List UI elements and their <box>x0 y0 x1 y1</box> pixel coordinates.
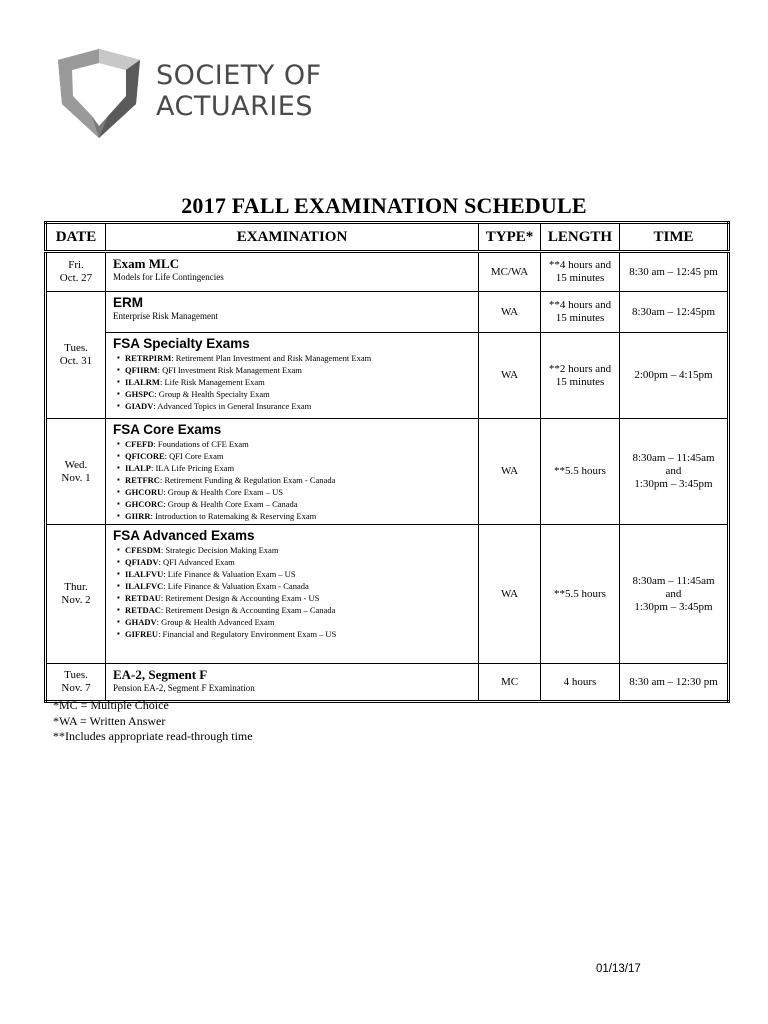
type-cell: WA <box>479 333 541 419</box>
list-item: ▪ GIFREU: Financial and Regulatory Environment Exam – US <box>113 628 472 640</box>
exam-subtitle: Pension EA-2, Segment F Examination <box>113 683 255 693</box>
table-header-row <box>46 223 729 252</box>
list-item: ▪ CFEFD: Foundations of CFE Exam <box>113 438 472 450</box>
list-item: ▪ RETRPIRM: Retirement Plan Investment and Risk Management Exam <box>113 352 472 364</box>
exam-title: EA-2, Segment F <box>113 667 208 682</box>
header-date: DATE <box>46 223 106 252</box>
list-item: ▪ RETFRC: Retirement Funding & Regulation Exam - Canada <box>113 474 472 486</box>
list-item: ▪ CFESDM: Strategic Decision Making Exam <box>113 544 472 556</box>
exam-schedule-table <box>44 221 730 703</box>
list-item: ▪ GIIRR: Introduction to Ratemaking & Reserving Exam <box>113 510 472 522</box>
table-row <box>46 333 729 419</box>
exam-list <box>113 544 472 640</box>
list-item: ▪ GHSPC: Group & Health Specialty Exam <box>113 388 472 400</box>
table-row <box>46 252 729 292</box>
time-cell: 2:00pm – 4:15pm <box>620 333 729 419</box>
date-cell: Tues. Oct. 31 <box>46 292 106 419</box>
length-cell: **5.5 hours <box>541 525 620 664</box>
length-cell: 4 hours <box>541 664 620 702</box>
time-cell: 8:30 am – 12:30 pm <box>620 664 729 702</box>
list-item: ▪ GIADV: Advanced Topics in General Insurance Exam <box>113 400 472 412</box>
length-cell: **5.5 hours <box>541 419 620 525</box>
exam-cell <box>106 252 479 292</box>
exam-list <box>113 352 472 412</box>
exam-title: FSA Specialty Exams <box>113 336 250 351</box>
list-item: ▪ ILALFVC: Life Finance & Valuation Exam - Canada <box>113 580 472 592</box>
header-type: TYPE* <box>479 223 541 252</box>
exam-title: Exam MLC <box>113 256 180 271</box>
exam-title: ERM <box>113 295 143 310</box>
length-cell: **4 hours and 15 minutes <box>541 292 620 333</box>
org-name-line1: SOCIETY OF <box>156 60 322 91</box>
date-cell: Fri. Oct. 27 <box>46 252 106 292</box>
exam-cell <box>106 419 479 525</box>
document-date: 01/13/17 <box>596 963 641 975</box>
footnote-wa: *WA = Written Answer <box>53 713 166 728</box>
footnote-mc: *MC = Multiple Choice <box>53 698 169 712</box>
exam-list <box>113 438 472 522</box>
list-item: ▪ GHADV: Group & Health Advanced Exam <box>113 616 472 628</box>
type-cell: WA <box>479 292 541 333</box>
table-row <box>46 664 729 702</box>
exam-title: FSA Advanced Exams <box>113 528 255 543</box>
date-cell: Thur. Nov. 2 <box>46 525 106 664</box>
length-cell: **2 hours and 15 minutes <box>541 333 620 419</box>
time-cell: 8:30am – 11:45am and 1:30pm – 3:45pm <box>620 419 729 525</box>
list-item: ▪ ILALP: ILA Life Pricing Exam <box>113 462 472 474</box>
time-cell: 8:30am – 12:45pm <box>620 292 729 333</box>
list-item: ▪ GHCORC: Group & Health Core Exam – Canada <box>113 498 472 510</box>
time-cell: 8:30am – 11:45am and 1:30pm – 3:45pm <box>620 525 729 664</box>
list-item: ▪ ILALRM: Life Risk Management Exam <box>113 376 472 388</box>
footnotes <box>53 698 253 745</box>
list-item: ▪ RETDAC: Retirement Design & Accounting Exam – Canada <box>113 604 472 616</box>
list-item: ▪ QFIIRM: QFI Investment Risk Management Exam <box>113 364 472 376</box>
date-cell: Wed. Nov. 1 <box>46 419 106 525</box>
list-item: ▪ GHCORU: Group & Health Core Exam – US <box>113 486 472 498</box>
exam-title: FSA Core Exams <box>113 422 222 437</box>
type-cell: WA <box>479 419 541 525</box>
header-time: TIME <box>620 223 729 252</box>
type-cell: WA <box>479 525 541 664</box>
date-cell: Tues. Nov. 7 <box>46 664 106 702</box>
soa-logo <box>52 46 322 146</box>
list-item: ▪ QFIADV: QFI Advanced Exam <box>113 556 472 568</box>
type-cell: MC <box>479 664 541 702</box>
list-item: ▪ ILALFVU: Life Finance & Valuation Exam – US <box>113 568 472 580</box>
exam-subtitle: Models for Life Contingencies <box>113 272 224 282</box>
list-item: ▪ QFICORE: QFI Core Exam <box>113 450 472 462</box>
exam-cell <box>106 333 479 419</box>
header-length: LENGTH <box>541 223 620 252</box>
exam-subtitle: Enterprise Risk Management <box>113 311 218 321</box>
page-title: 2017 FALL EXAMINATION SCHEDULE <box>181 193 587 218</box>
table-row <box>46 292 729 333</box>
time-cell: 8:30 am – 12:45 pm <box>620 252 729 292</box>
table-row <box>46 419 729 525</box>
table-row <box>46 525 729 664</box>
header-examination: EXAMINATION <box>106 223 479 252</box>
type-cell: MC/WA <box>479 252 541 292</box>
footnote-read-through: **Includes appropriate read-through time <box>53 729 253 743</box>
exam-cell <box>106 664 479 702</box>
soa-shield-icon <box>52 46 147 141</box>
list-item: ▪ RETDAU: Retirement Design & Accounting Exam - US <box>113 592 472 604</box>
exam-cell <box>106 525 479 664</box>
exam-cell <box>106 292 479 333</box>
length-cell: **4 hours and 15 minutes <box>541 252 620 292</box>
org-name-line2: ACTUARIES <box>156 91 313 122</box>
org-name <box>156 60 322 122</box>
